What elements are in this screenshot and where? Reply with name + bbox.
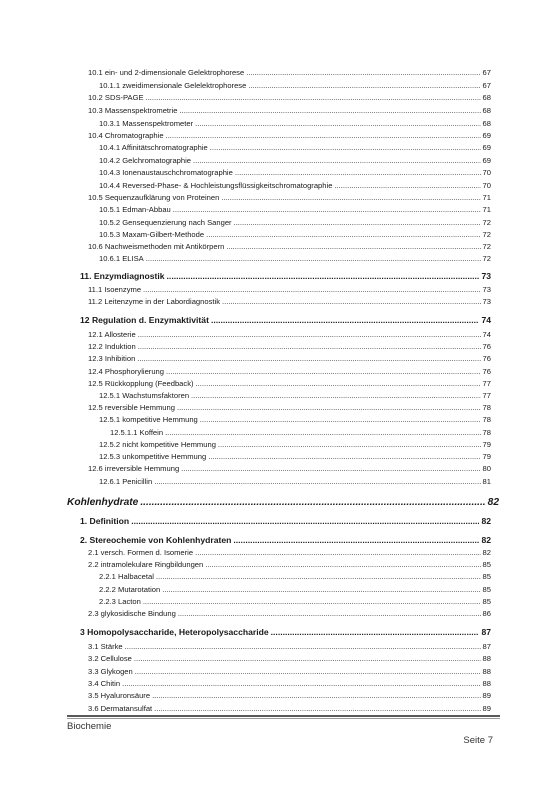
toc-entry-page: 72 [482, 242, 491, 251]
toc-entry[interactable] [88, 548, 491, 557]
toc-entry-title: 10.5 Sequenzaufklärung von Proteinen [88, 193, 220, 202]
toc-dot-leader [221, 193, 480, 202]
toc-entry[interactable] [88, 464, 491, 473]
toc-dot-leader [205, 560, 480, 569]
toc-entry-page: 71 [482, 193, 491, 202]
toc-entry-title: 3.2 Cellulose [88, 654, 132, 663]
toc-entry[interactable] [99, 119, 491, 128]
toc-entry-title: 10.5.3 Maxam-Gilbert-Methode [99, 230, 205, 239]
toc-entry-page: 89 [482, 691, 491, 700]
toc-entry[interactable] [88, 93, 491, 102]
toc-entry[interactable] [88, 342, 491, 351]
toc-entry[interactable] [80, 535, 491, 545]
toc-entry-title: 10.5.2 Gensequenzierung nach Sanger [99, 218, 232, 227]
toc-dot-leader [246, 68, 480, 77]
toc-entry-page: 88 [482, 679, 491, 688]
toc-entry[interactable] [99, 230, 491, 239]
toc-entry-title: 12.6.1 Penicillin [99, 477, 153, 486]
toc-entry-page: 78 [482, 415, 491, 424]
toc-entry-page: 70 [482, 181, 491, 190]
toc-dot-leader [234, 218, 481, 227]
toc-entry-title: 2.2 intramolekulare Ringbildungen [88, 560, 204, 569]
toc-entry-page: 78 [482, 403, 491, 412]
toc-entry-page: 76 [482, 367, 491, 376]
toc-entry-page: 73 [482, 285, 491, 294]
toc-entry-page: 67 [482, 81, 491, 90]
toc-entry-title: 12.5.1 kompetitive Hemmung [99, 415, 198, 424]
toc-entry-page: 70 [482, 168, 491, 177]
toc-entry-title: 12.2 Induktion [88, 342, 136, 351]
toc-entry[interactable] [99, 218, 491, 227]
footer-divider [67, 715, 500, 717]
toc-entry[interactable] [88, 642, 491, 651]
toc-entry-page: 74 [482, 330, 491, 339]
toc-entry-title: 3.6 Dermatansulfat [88, 704, 153, 713]
toc-entry-title: 11. Enzymdiagnostik [80, 271, 165, 281]
toc-entry-title: 10.4.4 Reversed-Phase- & Hochleistungsflüssigkeitschromatographie [99, 181, 333, 190]
footer-document-title: Biochemie [67, 721, 112, 732]
toc-entry[interactable] [99, 585, 491, 594]
toc-entry-title: 10.5.1 Edman-Abbau [99, 205, 171, 214]
toc-entry[interactable] [99, 156, 491, 165]
toc-entry-page: 72 [482, 218, 491, 227]
toc-entry[interactable] [99, 391, 491, 400]
toc-entry-title: 12.6 irreversible Hemmung [88, 464, 180, 473]
toc-entry-page: 77 [482, 379, 491, 388]
toc-entry[interactable] [88, 354, 491, 363]
toc-entry-page: 73 [482, 297, 491, 306]
toc-dot-leader [177, 403, 481, 412]
toc-entry[interactable] [110, 428, 491, 437]
toc-entry-page: 80 [482, 464, 491, 473]
toc-entry-page: 76 [482, 354, 491, 363]
toc-entry-page: 85 [482, 560, 491, 569]
toc-entry[interactable] [99, 452, 491, 461]
toc-dot-leader [271, 627, 480, 637]
toc-dot-leader [166, 367, 481, 376]
toc-entry-title: 10.4.1 Affinitätschromatographie [99, 143, 208, 152]
toc-entry-title: 11.2 Leitenzyme in der Labordiagnostik [88, 297, 220, 306]
toc-entry-title: 10.4 Chromatographie [88, 131, 164, 140]
toc-entry[interactable] [88, 367, 491, 376]
toc-entry[interactable] [88, 297, 491, 306]
toc-dot-leader [248, 81, 480, 90]
toc-entry[interactable] [88, 242, 491, 251]
toc-entry-title: 12.5.3 unkompetitive Hemmung [99, 452, 207, 461]
toc-entry[interactable] [80, 627, 491, 637]
toc-entry-title: 3.5 Hyaluronsäure [88, 691, 151, 700]
toc-entry[interactable] [99, 81, 491, 90]
toc-entry-page: 88 [482, 654, 491, 663]
toc-entry[interactable] [99, 440, 491, 449]
toc-entry[interactable] [99, 205, 491, 214]
toc-entry[interactable] [88, 68, 491, 77]
toc-entry-page: 79 [482, 440, 491, 449]
toc-entry-page: 67 [482, 68, 491, 77]
toc-entry-title: 3.4 Chitin [88, 679, 121, 688]
toc-entry-title: 10.3.1 Massenspektrometer [99, 119, 194, 128]
toc-entry-title: 10.6.1 ELISA [99, 254, 144, 263]
toc-dot-leader [173, 205, 481, 214]
toc-entry-page: 77 [482, 391, 491, 400]
toc-dot-leader [167, 271, 480, 281]
toc-entry-page: 74 [481, 315, 491, 325]
toc-dot-leader [122, 679, 480, 688]
footer-page-number: Seite 7 [463, 735, 493, 746]
toc-dot-leader [193, 156, 481, 165]
toc-entry[interactable] [88, 679, 491, 688]
toc-entry[interactable] [88, 560, 491, 569]
toc-entry[interactable] [99, 143, 491, 152]
toc-entry[interactable] [88, 691, 491, 700]
toc-entry-title: 12.5 reversible Hemmung [88, 403, 175, 412]
toc-entry-page: 81 [482, 477, 491, 486]
toc-dot-leader [196, 379, 481, 388]
toc-dot-leader [226, 242, 480, 251]
toc-dot-leader [154, 704, 480, 713]
toc-entry[interactable] [88, 131, 491, 140]
toc-dot-leader [165, 428, 480, 437]
toc-dot-leader [135, 667, 481, 676]
toc-entry-title: 10.6 Nachweismethoden mit Antikörpern [88, 242, 225, 251]
toc-dot-leader [206, 230, 480, 239]
toc-dot-leader [211, 315, 480, 325]
toc-entry-title: 12 Regulation d. Enzymaktivität [80, 315, 209, 325]
toc-entry[interactable] [99, 415, 491, 424]
toc-entry-title: 3 Homopolysaccharide, Heteropolysaccharide [80, 627, 269, 637]
toc-entry-title: 2.2.2 Mutarotation [99, 585, 161, 594]
toc-entry-page: 86 [482, 609, 491, 618]
toc-entry[interactable] [80, 315, 491, 325]
toc-entry-title: 12.1 Allosterie [88, 330, 136, 339]
toc-entry-title: 2.3 glykosidische Bindung [88, 609, 176, 618]
toc-dot-leader [191, 391, 481, 400]
toc-entry[interactable] [99, 254, 491, 263]
toc-entry-page: 89 [482, 704, 491, 713]
toc-entry-title: 10.4.2 Gelchromatographie [99, 156, 192, 165]
toc-dot-leader [156, 572, 481, 581]
toc-dot-leader [208, 452, 480, 461]
toc-entry-page: 68 [482, 119, 491, 128]
toc-entry-title: 12.5.1.1 Koffein [110, 428, 164, 437]
toc-entry-page: 82 [481, 516, 491, 526]
toc-entry-title: 1. Definition [80, 516, 130, 526]
toc-entry-page: 69 [482, 131, 491, 140]
toc-entry-page: 82 [482, 548, 491, 557]
toc-entry[interactable] [88, 403, 491, 412]
toc-entry-title: 2.2.3 Lacton [99, 597, 141, 606]
toc-entry-page: 72 [482, 254, 491, 263]
toc-entry-page: 68 [482, 106, 491, 115]
toc-entry-page: 85 [482, 572, 491, 581]
footer-divider-thin [67, 718, 500, 719]
toc-entry-page: 73 [481, 271, 491, 281]
toc-dot-leader [181, 464, 480, 473]
toc-dot-leader [134, 654, 481, 663]
toc-entry-title: 10.1.1 zweidimensionale Gelelektrophorese [99, 81, 247, 90]
toc-dot-leader [179, 106, 480, 115]
toc-entry-page: 82 [481, 535, 491, 545]
toc-entry-page: 87 [481, 627, 491, 637]
toc-entry-title: 12.3 Inhibition [88, 354, 136, 363]
toc-dot-leader [233, 535, 479, 545]
toc-entry-title: 11.1 Isoenzyme [88, 285, 142, 294]
toc-entry-title: 10.3 Massenspektrometrie [88, 106, 178, 115]
toc-dot-leader [146, 93, 481, 102]
toc-dot-leader [143, 597, 481, 606]
toc-entry-page: 88 [482, 667, 491, 676]
toc-dot-leader [210, 143, 481, 152]
toc-dot-leader [178, 609, 481, 618]
toc-entry[interactable] [88, 654, 491, 663]
toc-dot-leader [235, 168, 481, 177]
toc-entry-page: 82 [487, 497, 499, 508]
toc-entry-page: 68 [482, 93, 491, 102]
toc-dot-leader [218, 440, 481, 449]
toc-entry-page: 85 [482, 585, 491, 594]
toc-dot-leader [152, 691, 480, 700]
toc-entry[interactable] [80, 271, 491, 281]
toc-entry[interactable] [88, 330, 491, 339]
toc-dot-leader [162, 585, 480, 594]
toc-entry[interactable] [88, 609, 491, 618]
toc-entry[interactable] [88, 106, 491, 115]
toc-entry[interactable] [67, 497, 499, 508]
toc-entry-title: 2.2.1 Halbacetal [99, 572, 154, 581]
toc-dot-leader [137, 354, 480, 363]
toc-dot-leader [138, 330, 481, 339]
toc-entry-title: 12.5.1 Wachstumsfaktoren [99, 391, 190, 400]
toc-entry-title: 10.1 ein- und 2-dimensionale Gelektrophorese [88, 68, 245, 77]
toc-entry-page: 72 [482, 230, 491, 239]
toc-entry-title: Kohlenhydrate [67, 497, 139, 508]
toc-entry[interactable] [88, 193, 491, 202]
toc-entry-title: 2. Stereochemie von Kohlenhydraten [80, 535, 232, 545]
toc-entry[interactable] [99, 572, 491, 581]
toc-dot-leader [146, 254, 481, 263]
toc-dot-leader [222, 297, 481, 306]
toc-dot-leader [125, 642, 481, 651]
toc-dot-leader [166, 131, 481, 140]
toc-dot-leader [154, 477, 480, 486]
toc-entry[interactable] [99, 597, 491, 606]
toc-dot-leader [195, 119, 480, 128]
toc-dot-leader [143, 285, 481, 294]
toc-entry[interactable] [88, 379, 491, 388]
toc-entry-title: 3.3 Glykogen [88, 667, 133, 676]
toc-dot-leader [138, 342, 481, 351]
toc-entry-page: 69 [482, 143, 491, 152]
toc-entry-title: 3.1 Stärke [88, 642, 123, 651]
toc-entry-title: 12.4 Phosphorylierung [88, 367, 164, 376]
toc-entry-page: 79 [482, 452, 491, 461]
toc-dot-leader [200, 415, 481, 424]
toc-entry-title: 12.5 Rückkopplung (Feedback) [88, 379, 194, 388]
toc-entry-page: 69 [482, 156, 491, 165]
toc-dot-leader [140, 497, 485, 508]
toc-entry-title: 12.5.2 nicht kompetitive Hemmung [99, 440, 216, 449]
toc-entry-page: 87 [482, 642, 491, 651]
toc-entry[interactable] [99, 181, 491, 190]
toc-dot-leader [334, 181, 480, 190]
toc-entry-page: 76 [482, 342, 491, 351]
toc-entry-page: 78 [482, 428, 491, 437]
toc-entry-title: 10.4.3 Ionenaustauschchromatographie [99, 168, 233, 177]
toc-entry[interactable] [88, 704, 491, 713]
toc-entry-page: 85 [482, 597, 491, 606]
toc-entry[interactable] [99, 477, 491, 486]
toc-entry-title: 10.2 SDS-PAGE [88, 93, 144, 102]
toc-entry[interactable] [99, 168, 491, 177]
toc-dot-leader [195, 548, 480, 557]
toc-entry-page: 71 [482, 205, 491, 214]
toc-entry-title: 2.1 versch. Formen d. Isomerie [88, 548, 194, 557]
toc-entry[interactable] [88, 285, 491, 294]
toc-entry[interactable] [80, 516, 491, 526]
toc-entry[interactable] [88, 667, 491, 676]
toc-dot-leader [131, 516, 479, 526]
